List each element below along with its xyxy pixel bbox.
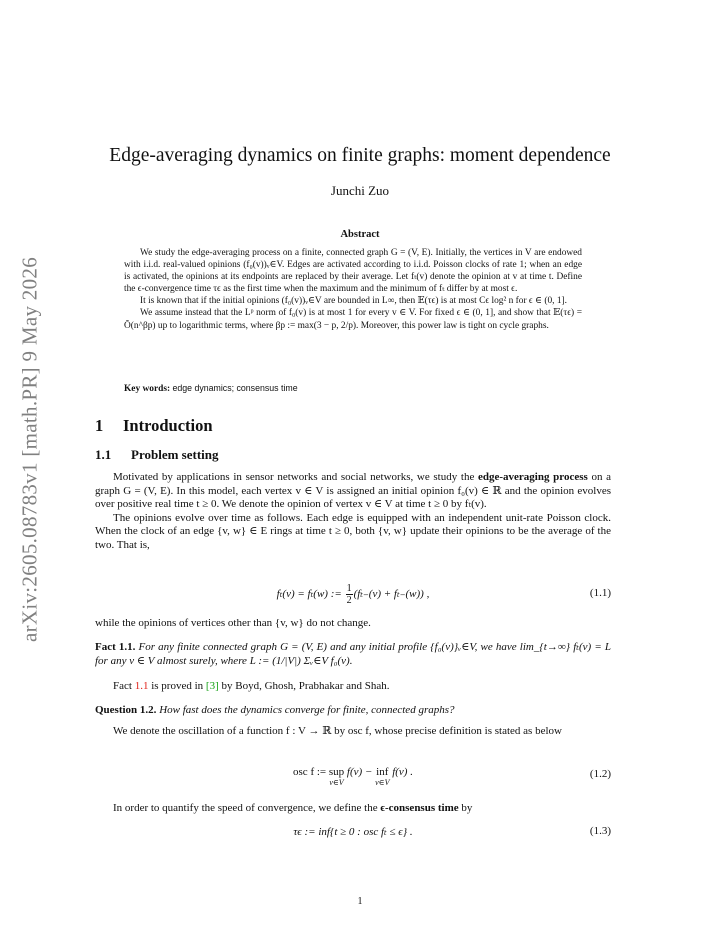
paragraph: In order to quantify the speed of convergence, we define the ϵ-consensus time by: [113, 802, 473, 814]
abstract: [124, 247, 582, 332]
fact-note: Fact 1.1 is proved in [3] by Boyd, Ghosh, Prabhakar and Shah.: [113, 680, 390, 692]
citation-link[interactable]: [3]: [205, 680, 219, 692]
abstract-paragraph: We study the edge-averaging process on a finite, connected graph G = (V, E). Initially, the vertices in V are endowed with i.i.d. real-valued opinions (f₀(v))ᵥ∈V. Edges are activated according to i.i.d. Poisson clocks of rate 1; when an edge is activated, the opinions at its endpoints are replaced by their average. Let fₜ(v) denote the opinion at v at time t. Define the ϵ-convergence time τϵ as the first time when the maximum and the minimum of fₜ differ by at most ϵ.: [124, 248, 582, 295]
subsection-number: 1.1: [95, 447, 112, 462]
paragraph: [95, 725, 611, 739]
keywords-text: edge dynamics; consensus time: [172, 383, 298, 393]
page-number: 1: [357, 896, 363, 907]
section-title: Introduction: [123, 416, 213, 435]
equation-1-1: fₜ(v) = fₜ(w) := $\frac{1}{2}$ (fₜ₋(v) + fₜ₋(w)) , (1.1): [276, 583, 611, 606]
paragraph-text: We denote the oscillation of a function f : V → ℝ by osc f, whose precise definition is stated as below: [113, 725, 562, 737]
section-number: 1: [95, 416, 104, 435]
equation-number: (1.3): [589, 825, 611, 837]
subsection-heading: [95, 447, 219, 463]
equation-number: (1.2): [589, 768, 611, 780]
subsection-title: Problem setting: [131, 447, 219, 462]
bold-term: ϵ-consensus time: [380, 802, 459, 814]
abstract-paragraph: It is known that if the initial opinions (f₀(v))ᵥ∈V are bounded in L∞, then 𝔼(τϵ) is at most Cϵ log² n for ϵ ∈ (0, 1].: [140, 296, 567, 307]
keywords: Key words: edge dynamics; consensus time: [124, 383, 298, 394]
paragraph-text: The opinions evolve over time as follows. Each edge is equipped with an independent unit-rate Poisson clock. When the clock of an edge {v, w} ∈ E rings at time t ≥ 0, both {v, w} update their opinions to be the average of the two. That is,: [95, 511, 611, 551]
paragraph-text: while the opinions of vertices other than {v, w} do not change.: [95, 617, 371, 629]
question-label: Question 1.2.: [95, 704, 157, 716]
paper-title: Edge-averaging dynamics on finite graphs: moment dependence: [109, 145, 611, 166]
question-block: [95, 704, 611, 718]
keywords-label: Key words: [124, 384, 167, 394]
section-heading: [95, 416, 213, 436]
fact-label: Fact 1.1.: [95, 641, 136, 653]
arxiv-stamp: arXiv:2605.08783v1 [math.PR] 9 May 2026: [17, 257, 42, 643]
author: Junchi Zuo: [330, 183, 390, 198]
bold-term: edge-averaging process: [478, 471, 588, 483]
equation-1-3: τϵ := inf{t ≥ 0 : osc fₜ ≤ ϵ} . (1.3): [293, 825, 611, 838]
equation-1-2: osc f := sup v∈V f(v) − inf v∈V f(v) . (1.2): [293, 766, 611, 787]
fact-ref-link[interactable]: 1.1: [134, 680, 149, 692]
equation-number: (1.1): [589, 587, 611, 599]
abstract-paragraph: We assume instead that the Lᵖ norm of f₀(v) is at most 1 for every v ∈ V. For fixed ϵ ∈ (0, 1], and show that 𝔼(τϵ) = Õ(n^βp) up to logarithmic terms, where βp := max(3 − p, 2/p). Moreover, this power law is tight on cycle graphs.: [124, 308, 582, 331]
paragraph: Motivated by applications in sensor networks and social networks, we study the edge-averaging process on a graph G = (V, E). In this model, each vertex v ∈ V is assigned an initial opinion f₀(v) ∈ ℝ and the opinion evolves over positive real time t ≥ 0. We denote the opinion of vertex v ∈ V at time t ≥ 0 by fₜ(v). The opinions evolve over time as follows. Each edge is equipped with an independent unit-rate Poisson clock. When the clock of an edge {v, w} ∈ E rings at time t ≥ 0, both {v, w} update their opinions to be the average of the two. That is,: [95, 471, 611, 551]
abstract-heading: Abstract: [340, 229, 380, 240]
fact-text: For any finite connected graph G = (V, E) and any initial profile {f₀(v)}ᵥ∈V, we have lim_{t→∞} fₜ(v) = L for any v ∈ V almost surely, where L := (1/|V|) Σᵥ∈V f₀(v).: [95, 641, 611, 667]
question-text: How fast does the dynamics converge for finite, connected graphs?: [159, 704, 455, 716]
fact-block: [95, 641, 611, 668]
